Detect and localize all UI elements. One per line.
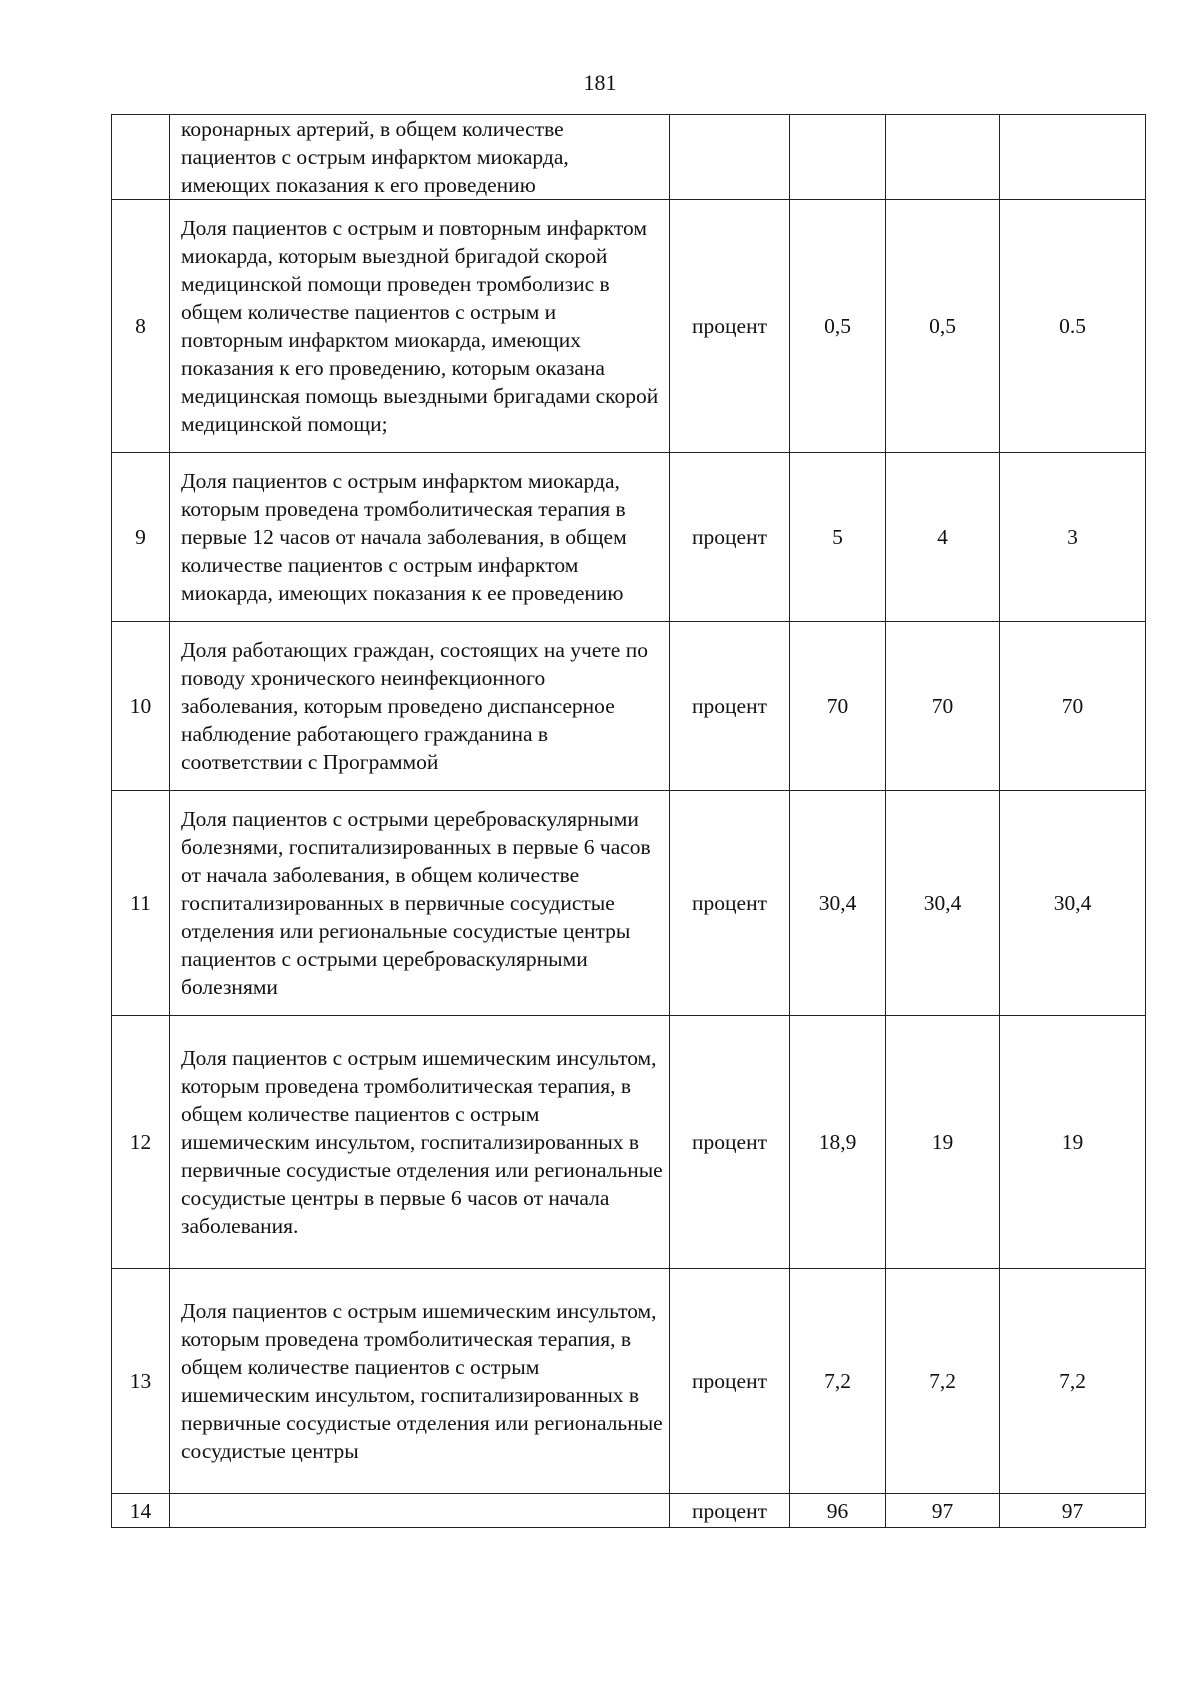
unit-cell: процент	[670, 791, 790, 1016]
page-number: 181	[583, 70, 617, 95]
table-row	[112, 1494, 1146, 1528]
value-cell: 0.5	[1000, 200, 1146, 453]
value-cell: 30,4	[1000, 791, 1146, 1016]
value-cell: 7,2	[790, 1269, 886, 1494]
row-number: 10	[112, 622, 170, 791]
indicator-description: Доля пациентов с острым ишемическим инсультом, которым проведена тромболитическая терапия, в общем количестве пациентов с острым ишемическим инсультом, госпитализированных в первичные сосудистые отделения или региональные сосудистые центры в первые 6 часов от начала заболевания.	[170, 1016, 670, 1269]
value-cell: 30,4	[790, 791, 886, 1016]
value-cell: 0,5	[886, 200, 1000, 453]
value-cell: 3	[1000, 453, 1146, 622]
value-cell: 19	[1000, 1016, 1146, 1269]
value-cell: 70	[886, 622, 1000, 791]
table-row	[112, 791, 1146, 1016]
indicators-table	[111, 114, 1146, 1528]
value-cell: 4	[886, 453, 1000, 622]
row-number	[112, 115, 170, 200]
unit-cell: процент	[670, 1016, 790, 1269]
indicator-description: Доля работающих граждан, состоящих на учете по поводу хронического неинфекционного заболевания, которым проведено диспансерное наблюдение работающего гражданина в соответствии с Программой	[170, 622, 670, 791]
row-number: 9	[112, 453, 170, 622]
table-row	[112, 622, 1146, 791]
indicator-description: Доля пациентов с острым ишемическим инсультом, которым проведена тромболитическая терапия, в общем количестве пациентов с острым ишемическим инсультом, госпитализированных в первичные сосудистые отделения или региональные сосудистые центры	[170, 1269, 670, 1494]
value-cell	[886, 115, 1000, 200]
indicator-description: Доля пациентов с острыми цереброваскулярными болезнями, госпитализированных в первые 6 часов от начала заболевания, в общем количестве госпитализированных в первичные сосудистые отделения или региональные сосудистые центры пациентов с острыми цереброваскулярными болезнями	[170, 791, 670, 1016]
value-cell: 7,2	[1000, 1269, 1146, 1494]
row-number: 13	[112, 1269, 170, 1494]
unit-cell: процент	[670, 1494, 790, 1528]
value-cell	[790, 115, 886, 200]
indicator-description	[170, 1494, 670, 1528]
table-row	[112, 200, 1146, 453]
value-cell: 30,4	[886, 791, 1000, 1016]
value-cell: 18,9	[790, 1016, 886, 1269]
unit-cell: процент	[670, 1269, 790, 1494]
table-row	[112, 1016, 1146, 1269]
unit-cell: процент	[670, 453, 790, 622]
table-row	[112, 453, 1146, 622]
row-number: 8	[112, 200, 170, 453]
value-cell: 70	[790, 622, 886, 791]
indicator-description: Доля пациентов с острым инфарктом миокарда, которым проведена тромболитическая терапия в первые 12 часов от начала заболевания, в общем количестве пациентов с острым инфарктом миокарда, имеющих показания к ее проведению	[170, 453, 670, 622]
value-cell: 97	[1000, 1494, 1146, 1528]
row-number: 12	[112, 1016, 170, 1269]
row-number: 14	[112, 1494, 170, 1528]
unit-cell	[670, 115, 790, 200]
value-cell	[1000, 115, 1146, 200]
indicator-description: Доля пациентов с острым и повторным инфарктом миокарда, которым выездной бригадой скорой медицинской помощи проведен тромболизис в общем количестве пациентов с острым и повторным инфарктом миокарда, имеющих показания к его проведению, которым оказана медицинская помощь выездными бригадами скорой медицинской помощи;	[170, 200, 670, 453]
value-cell: 96	[790, 1494, 886, 1528]
unit-cell: процент	[670, 200, 790, 453]
value-cell: 7,2	[886, 1269, 1000, 1494]
row-number: 11	[112, 791, 170, 1016]
unit-cell: процент	[670, 622, 790, 791]
table-row	[112, 1269, 1146, 1494]
value-cell: 0,5	[790, 200, 886, 453]
value-cell: 97	[886, 1494, 1000, 1528]
table-row	[112, 115, 1146, 200]
indicator-description: коронарных артерий, в общем количестве пациентов с острым инфарктом миокарда, имеющих показания к его проведению	[170, 115, 670, 200]
value-cell: 70	[1000, 622, 1146, 791]
value-cell: 19	[886, 1016, 1000, 1269]
value-cell: 5	[790, 453, 886, 622]
